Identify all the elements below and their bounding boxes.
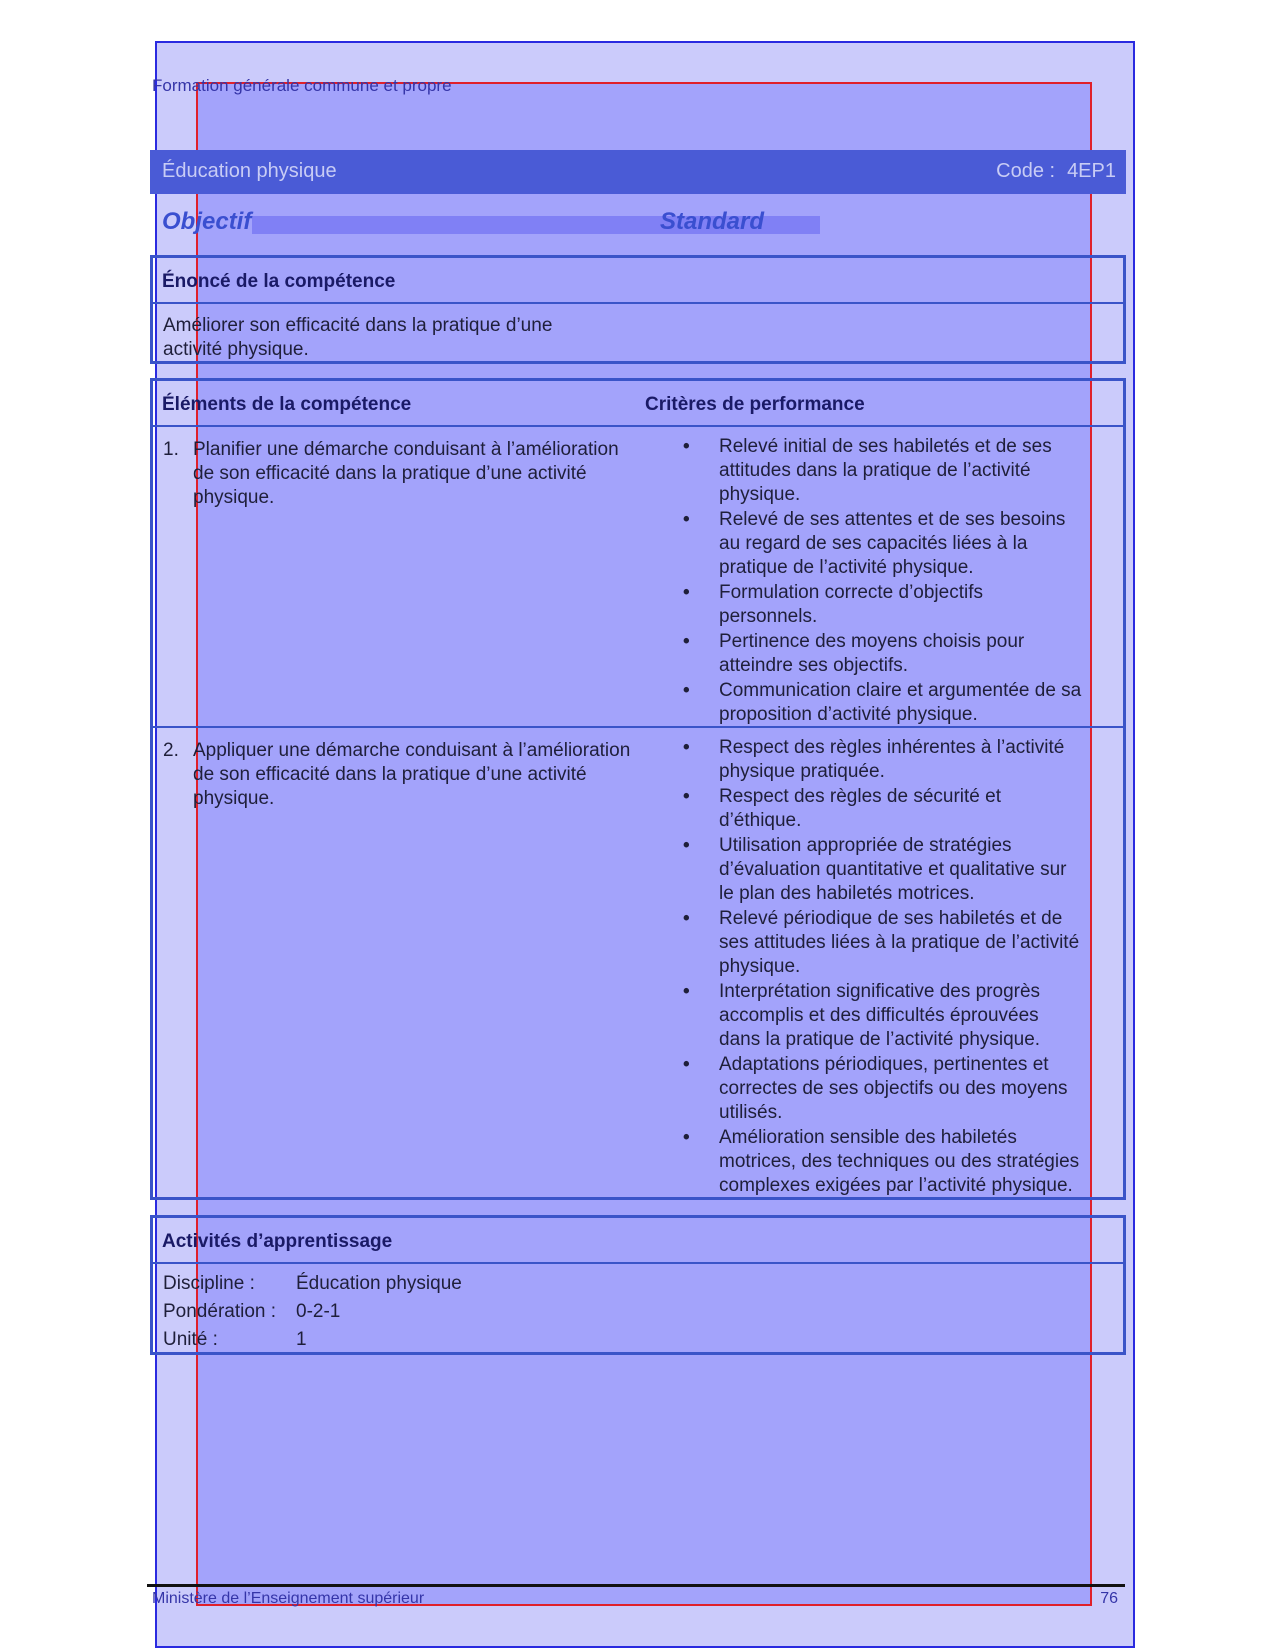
element-row	[153, 427, 1123, 728]
criteria-item	[683, 736, 1083, 784]
element-description: Appliquer une démarche conduisant à l’amélioration de son efficacité dans la pratique d’une activité physique.	[193, 740, 631, 809]
ponderation-label: Pondération :	[163, 1301, 277, 1322]
bullet-icon: •	[683, 436, 690, 457]
course-title: Éducation physique	[162, 160, 337, 182]
criteria-item	[683, 1126, 1083, 1198]
criteria-text: Interprétation significative des progrès accomplis et des difficultés éprouvées dans la pratique de l’activité physique.	[719, 981, 1041, 1050]
elements-header	[153, 381, 1123, 427]
objectif-label: Objectif	[162, 208, 252, 235]
criteria-text: Respect des règles inhérentes à l’activité physique pratiquée.	[719, 737, 1065, 782]
enonce-header	[153, 258, 1123, 304]
course-title-band	[150, 150, 1126, 194]
criteria-item	[683, 679, 1083, 727]
elements-header-right: Critères de performance	[645, 394, 865, 415]
criteria-text: Relevé périodique de ses habiletés et de ses attitudes liées à la pratique de l’activité physique.	[719, 908, 1080, 977]
bullet-icon: •	[683, 908, 690, 929]
criteria-item	[683, 834, 1083, 906]
ponderation-row	[163, 1298, 1113, 1326]
criteria-item	[683, 508, 1083, 580]
criteria-text: Relevé de ses attentes et de ses besoins au regard de ses capacités liées à la pratique de l’activité physique.	[719, 509, 1066, 578]
bullet-icon: •	[683, 1127, 690, 1148]
element-text	[163, 438, 643, 510]
running-head: Formation générale commune et propre	[152, 76, 452, 95]
standard-label: Standard	[660, 208, 765, 235]
criteria-item	[683, 435, 1083, 507]
criteria-text: Formulation correcte d’objectifs personnels.	[719, 582, 983, 627]
elements-header-left: Éléments de la compétence	[162, 394, 412, 415]
activites-details	[153, 1264, 1123, 1354]
course-code-label: Code :	[996, 160, 1056, 182]
elements-section	[150, 378, 1126, 1200]
discipline-label: Discipline :	[163, 1273, 255, 1294]
criteria-text: Communication claire et argumentée de sa proposition d’activité physique.	[719, 680, 1082, 725]
element-number: 1.	[163, 439, 179, 460]
criteria-text: Respect des règles de sécurité et d’éthique.	[719, 786, 1001, 831]
unite-value: 1	[296, 1329, 307, 1350]
activites-header-label: Activités d’apprentissage	[162, 1231, 393, 1252]
footer-ministry: Ministère de l’Enseignement supérieur	[152, 1590, 425, 1607]
criteria-text: Adaptations périodiques, pertinentes et correctes de ses objectifs ou des moyens utilisés.	[719, 1054, 1068, 1123]
discipline-row	[163, 1270, 1113, 1298]
bullet-icon: •	[683, 582, 690, 603]
bullet-icon: •	[683, 1054, 690, 1075]
course-code-value: 4EP1	[1067, 160, 1116, 182]
element-description: Planifier une démarche conduisant à l’amélioration de son efficacité dans la pratique d’une activité physique.	[193, 439, 619, 508]
unite-row	[163, 1326, 1113, 1354]
activites-header	[153, 1218, 1123, 1264]
criteria-item	[683, 630, 1083, 678]
criteria-item	[683, 785, 1083, 833]
course-code	[996, 160, 1116, 183]
activites-section	[150, 1215, 1126, 1355]
page-number: 76	[1100, 1590, 1118, 1607]
criteria-list	[683, 736, 1083, 1199]
criteria-list	[683, 435, 1083, 728]
criteria-item	[683, 980, 1083, 1052]
enonce-text: Améliorer son efficacité dans la pratique d’une activité physique.	[163, 315, 553, 360]
enonce-header-label: Énoncé de la compétence	[162, 271, 396, 292]
discipline-value: Éducation physique	[296, 1273, 462, 1294]
bullet-icon: •	[683, 509, 690, 530]
bullet-icon: •	[683, 680, 690, 701]
criteria-text: Relevé initial de ses habiletés et de ses attitudes dans la pratique de l’activité physique.	[719, 436, 1052, 505]
criteria-item	[683, 1053, 1083, 1125]
objectif-standard-row	[162, 208, 1122, 238]
bullet-icon: •	[683, 737, 690, 758]
element-number: 2.	[163, 740, 179, 761]
criteria-text: Amélioration sensible des habiletés motrices, des techniques ou des stratégies complexes exigées par l’activité physique.	[719, 1127, 1080, 1196]
bullet-icon: •	[683, 981, 690, 1002]
bullet-icon: •	[683, 631, 690, 652]
criteria-item	[683, 907, 1083, 979]
footer-divider	[147, 1584, 1125, 1587]
bullet-icon: •	[683, 786, 690, 807]
element-row	[153, 728, 1123, 1199]
element-text	[163, 739, 643, 811]
criteria-text: Pertinence des moyens choisis pour atteindre ses objectifs.	[719, 631, 1025, 676]
unite-label: Unité :	[163, 1329, 218, 1350]
bullet-icon: •	[683, 835, 690, 856]
criteria-item	[683, 581, 1083, 629]
enonce-section	[150, 255, 1126, 364]
criteria-text: Utilisation appropriée de stratégies d’évaluation quantitative et qualitative sur le plan des habiletés motrices.	[719, 835, 1067, 904]
ponderation-value: 0-2-1	[296, 1301, 341, 1322]
